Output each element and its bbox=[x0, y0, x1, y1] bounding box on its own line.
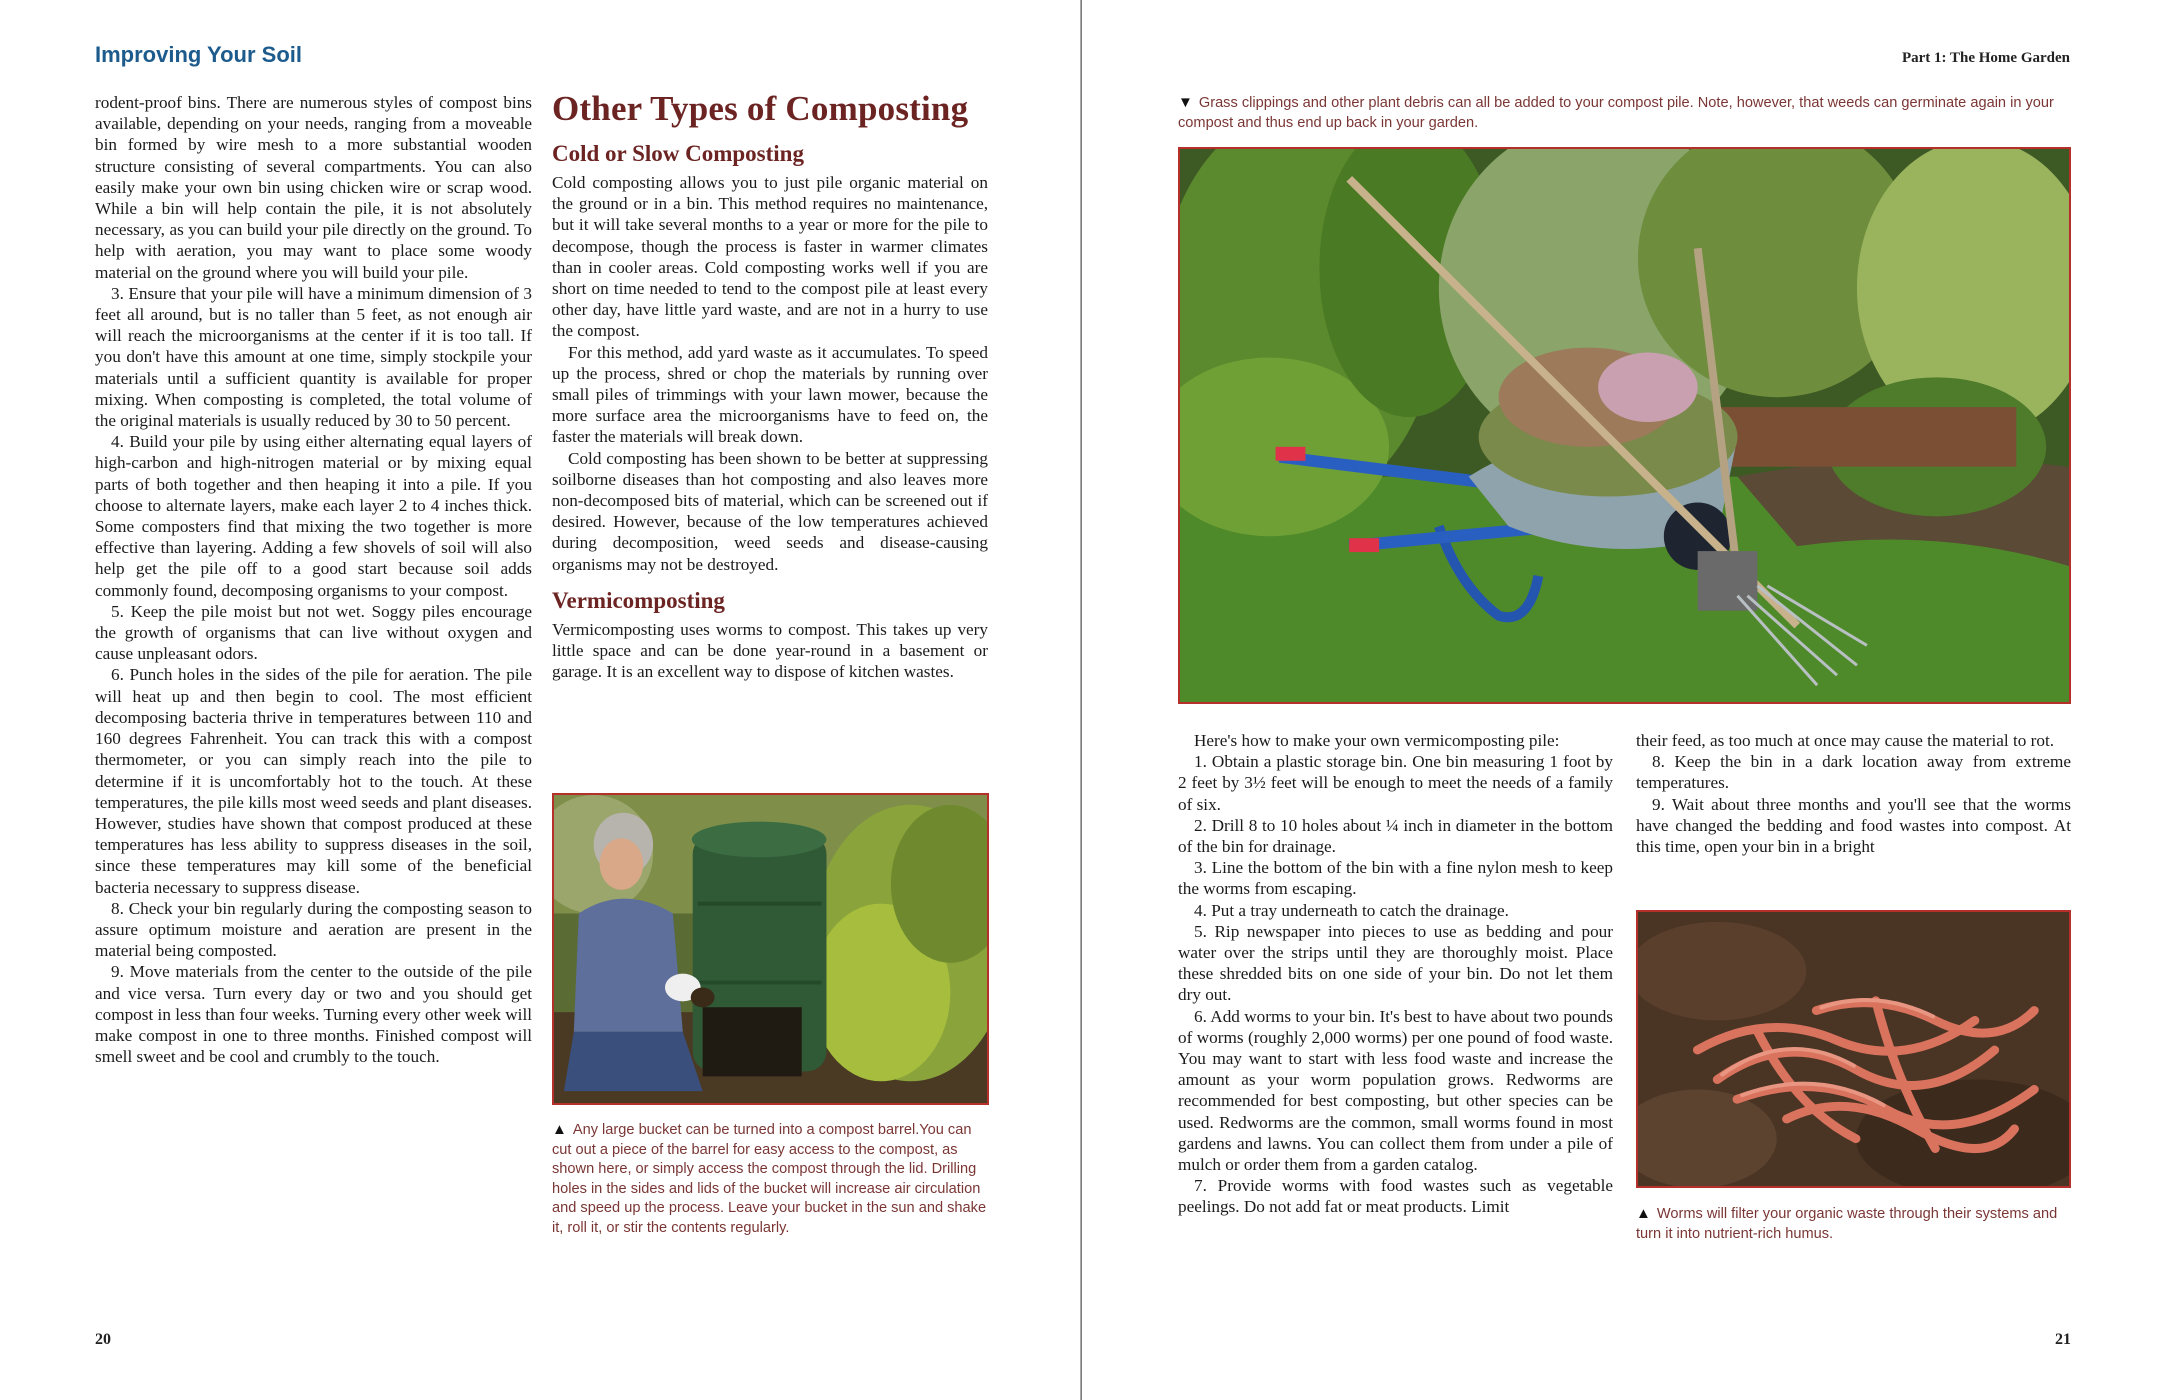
paragraph: 6. Punch holes in the sides of the pile for aeration. The pile will heat up and then begin to cool. The most efficient decomposing bacteria thrive in temperatures between 110 and 160 degrees Fahrenheit. You can track this with a compost thermometer, or you can simply reach into the pile to determine if it is uncomfortably hot to the touch. At these temperatures, the pile kills most weed seeds and plant diseases. However, studies have shown that compost produced at these temperatures has less ability to suppress diseases in the soil, since these temperatures may kill some of the beneficial bacteria necessary to suppress disease. bbox=[95, 665, 532, 897]
page-gutter bbox=[1080, 0, 1082, 1400]
worms-illustration bbox=[1638, 912, 2069, 1186]
left-page-number: 20 bbox=[95, 1331, 111, 1348]
wheelbarrow-photo bbox=[1178, 147, 2071, 704]
paragraph: Here's how to make your own vermicomposting pile: bbox=[1194, 731, 1560, 750]
paragraph: rodent-proof bins. There are numerous styles of compost bins available, depending on your needs, ranging from a moveable bin formed by wire mesh to a more substantial wooden structure consisting of several compartments. You can also easily make your own bin using chicken wire or scrap wood. While a bin will help contain the pile, it is not absolutely necessary, as you can build your pile directly on the ground. To help with aeration, you may want to place some woody material on the ground where you will build your pile. bbox=[95, 93, 532, 282]
up-triangle-icon: ▲ bbox=[1636, 1205, 1651, 1222]
left-running-head: Improving Your Soil bbox=[95, 42, 302, 67]
paragraph: 5. Rip newspaper into pieces to use as bedding and pour water over the strips until they are thoroughly moist. Place these shredded bits on one side of your bin. Do not let them dry out. bbox=[1178, 921, 1613, 1005]
paragraph: 3. Line the bottom of the bin with a fine nylon mesh to keep the worms from escaping. bbox=[1178, 858, 1613, 899]
paragraph: 2. Drill 8 to 10 holes about ¼ inch in diameter in the bottom of the bin for drainage. bbox=[1178, 815, 1613, 857]
paragraph: Cold composting allows you to just pile organic material on the ground or in a bin. This method requires no maintenance, but it will take several months to a year or more for the pile to decompose, though the process is faster in warmer climates than in cooler areas. Cold composting works well if you are short on time needed to tend to the compost pile at least every other day, have little yard waste, and are not in a hurry to use the compost. bbox=[552, 173, 988, 341]
compost-barrel-photo bbox=[552, 793, 989, 1105]
paragraph: 9. Wait about three months and you'll see that the worms have changed the bedding and food wastes into compost. At this time, open your bin in a bright bbox=[1636, 794, 2071, 857]
compost-barrel-caption bbox=[552, 1120, 992, 1239]
paragraph: Vermicomposting uses worms to compost. This takes up very little space and can be done year-round in a basement or garage. It is an excellent way to dispose of kitchen wastes. bbox=[552, 619, 988, 682]
compost-barrel-illustration bbox=[554, 795, 987, 1103]
paragraph: 7. Provide worms with food wastes such as vegetable peelings. Do not add fat or meat products. Limit bbox=[1178, 1176, 1613, 1217]
paragraph: 8. Keep the bin in a dark location away from extreme temperatures. bbox=[1636, 752, 2071, 793]
paragraph: Cold composting has been shown to be better at suppressing soilborne diseases than hot composting and also leaves more non-decomposed bits of material, which can be screened out if desired. However, because of the low temperatures achieved during decomposition, weed seeds and disease-causing organisms may not be destroyed. bbox=[552, 448, 988, 574]
right-page-column-2 bbox=[1636, 730, 2071, 857]
left-page-column-2 bbox=[552, 88, 988, 682]
section-heading: Other Types of Composting bbox=[552, 89, 969, 128]
paragraph: 8. Check your bin regularly during the composting season to assure optimum moisture and aeration are present in the material being composted. bbox=[95, 898, 532, 961]
paragraph: 3. Ensure that your pile will have a minimum dimension of 3 feet all around, but is no taller than 5 feet, as not enough air will reach the microorganisms at the center if it is too tall. If you don't have this amount at one time, simply stockpile your materials until a sufficient quantity is available for proper mixing. When composting is completed, the total volume of the original materials is usually reduced by 30 to 50 percent. bbox=[95, 283, 532, 431]
left-page-column-1 bbox=[95, 92, 532, 1067]
down-triangle-icon: ▼ bbox=[1178, 94, 1193, 111]
paragraph: 6. Add worms to your bin. It's best to have about two pounds of worms (roughly 2,000 worms) per one pound of food waste. You may want to start with less food waste and increase the amount as your worm population grows. Redworms are recommended for best composting, but other species can be used. Redworms are the common, small worms found in most gardens and lawns. You can collect them from under a pile of mulch or order them from a garden catalog. bbox=[1178, 1006, 1613, 1175]
worms-caption bbox=[1636, 1204, 2073, 1244]
paragraph: 5. Keep the pile moist but not wet. Soggy piles encourage the growth of organisms that can live without oxygen and cause unpleasant odors. bbox=[95, 601, 532, 664]
caption-text: Worms will filter your organic waste through their systems and turn it into nutrient-rich humus. bbox=[1636, 1206, 2058, 1242]
paragraph: 4. Put a tray underneath to catch the drainage. bbox=[1194, 900, 1509, 920]
paragraph: For this method, add yard waste as it accumulates. To speed up the process, shred or chop the materials by running over small piles of trimmings with your lawn mower, because the more surface area the microorganisms have to feed on, the faster the materials will break down. bbox=[552, 342, 988, 447]
right-page-column-1 bbox=[1178, 730, 1613, 1218]
paragraph: 4. Build your pile by using either alternating equal layers of high-carbon and high-nitrogen material or by mixing equal parts of both together and then heaping it into a pile. If you choose to alternate layers, make each layer 2 to 4 inches thick. Some composters find that mixing the two together is more effective than layering. Adding a few shovels of soil will also help get the pile off to a good start because soil adds commonly found, decomposing organisms to your compost. bbox=[95, 432, 532, 600]
paragraph: 1. Obtain a plastic storage bin. One bin measuring 1 foot by 2 feet by 3½ feet will be enough to meet the needs of a family of six. bbox=[1178, 752, 1613, 814]
wheelbarrow-illustration bbox=[1180, 149, 2069, 702]
caption-text: Grass clippings and other plant debris can all be added to your compost pile. Note, however, that weeds can germinate again in your compost and thus end up back in your garden. bbox=[1178, 95, 2054, 131]
up-triangle-icon: ▲ bbox=[552, 1121, 567, 1138]
worms-photo bbox=[1636, 910, 2071, 1188]
paragraph: 9. Move materials from the center to the outside of the pile and vice versa. Turn every day or two and you should get compost in less than four weeks. Turning every other week will make compost in one to three months. Finished compost will smell sweet and be cool and crumbly to the touch. bbox=[95, 962, 532, 1067]
right-page-number: 21 bbox=[2055, 1331, 2071, 1348]
wheelbarrow-caption bbox=[1178, 93, 2073, 133]
subheading-cold-composting: Cold or Slow Composting bbox=[552, 141, 804, 166]
paragraph: their feed, as too much at once may cause the material to rot. bbox=[1636, 731, 2055, 750]
caption-text: Any large bucket can be turned into a compost barrel.You can cut out a piece of the barrel for easy access to the compost, as shown here, or simply access the compost through the lid. Drilling holes in the sides and lids of the bucket will increase air circulation and speed up the process. Leave your bucket in the sun and shake it, roll it, or stir the contents regularly. bbox=[552, 1122, 987, 1236]
right-running-head: Part 1: The Home Garden bbox=[1901, 50, 2070, 66]
subheading-vermicomposting: Vermicomposting bbox=[552, 587, 725, 613]
